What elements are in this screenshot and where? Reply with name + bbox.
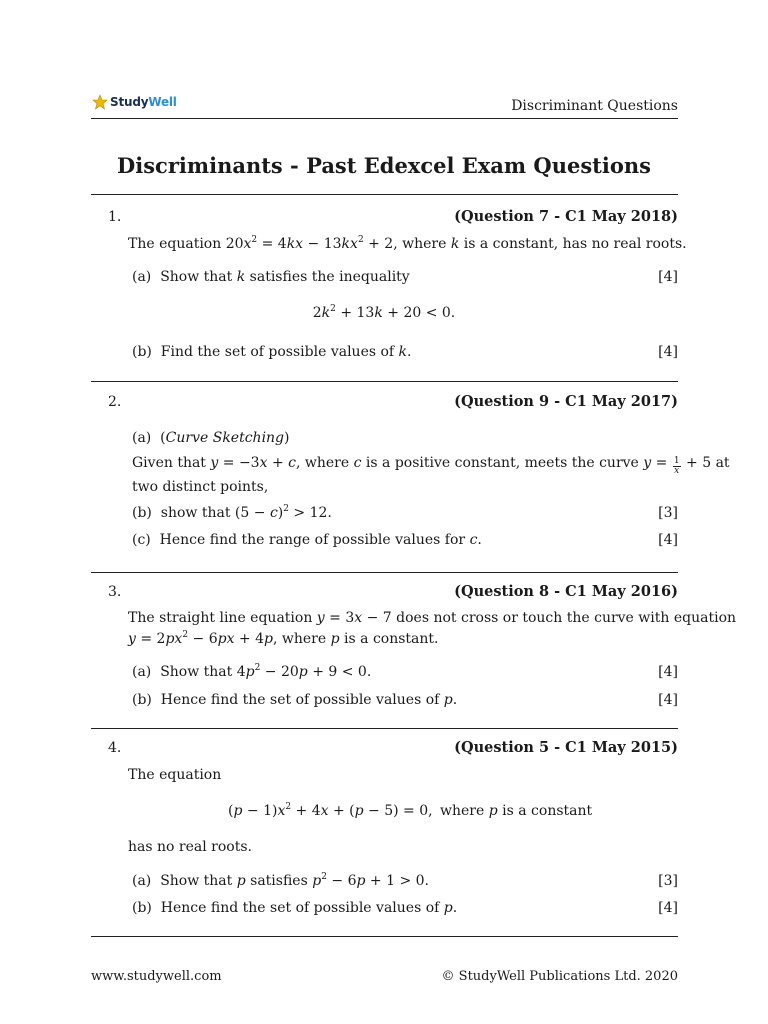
question-intro: The equation: [128, 767, 222, 783]
question-divider: [91, 572, 678, 573]
question-divider: [91, 381, 678, 382]
question-intro: The straight line equation y = 3x − 7 does not cross or touch the curve with equation: [128, 610, 737, 626]
header-rule: [91, 118, 678, 119]
question-source: (Question 8 - C1 May 2016): [454, 583, 678, 600]
star-icon: [92, 94, 108, 110]
question-after: has no real roots.: [128, 839, 252, 855]
part-a: (a) Show that k satisfies the inequality: [132, 269, 410, 285]
studywell-logo: [92, 94, 177, 110]
marks: [4]: [658, 900, 678, 916]
part-b: (b) Find the set of possible values of k.: [132, 344, 412, 360]
logo-text-well: Well: [148, 95, 177, 109]
part-a: (a) Show that p satisfies $p^2 - 6p + 1 > 0$.: [132, 872, 429, 889]
display-equation: $(p - 1)x^2 + 4x + (p - 5) = 0$,: [228, 802, 433, 819]
part-b: (b) show that $(5 - c)^2 > 12$.: [132, 504, 332, 521]
question-intro: The equation $20x^2 = 4kx - 13kx^2 + 2$, where k is a constant, has no real roots.: [128, 235, 687, 252]
question-source: (Question 5 - C1 May 2015): [454, 739, 678, 756]
question-divider: [91, 728, 678, 729]
part-b: (b) Hence find the set of possible values of p.: [132, 900, 458, 916]
header-topic: Discriminant Questions: [511, 98, 678, 114]
part-a: (a) (Curve Sketching): [132, 430, 290, 446]
question-number: 3.: [108, 584, 122, 600]
marks: [4]: [658, 692, 678, 708]
footer-website[interactable]: www.studywell.com: [91, 969, 222, 984]
question-intro-line2: $y = 2px^2 - 6px + 4p$, where p is a constant.: [128, 630, 439, 647]
marks: [4]: [658, 664, 678, 680]
display-inequality: $2k^2 + 13k + 20 < 0$.: [312, 304, 456, 321]
part-b: (b) Hence find the set of possible values of p.: [132, 692, 458, 708]
display-note: where p is a constant: [440, 803, 593, 819]
question-source: (Question 9 - C1 May 2017): [454, 393, 678, 410]
marks: [4]: [658, 532, 678, 548]
marks: [3]: [658, 505, 678, 521]
question-source: (Question 7 - C1 May 2018): [454, 208, 678, 225]
question-divider: [91, 936, 678, 937]
part-c: (c) Hence find the range of possible values for c.: [132, 532, 482, 548]
marks: [4]: [658, 269, 678, 285]
question-number: 1.: [108, 209, 122, 225]
footer-copyright: © StudyWell Publications Ltd. 2020: [441, 969, 678, 984]
question-number: 4.: [108, 740, 122, 756]
given-text-line2: two distinct points,: [132, 479, 269, 495]
marks: [3]: [658, 873, 678, 889]
title-rule: [91, 194, 678, 195]
part-a: (a) Show that $4p^2 - 20p + 9 < 0$.: [132, 663, 372, 680]
given-text: Given that y = −3x + c, where c is a positive constant, meets the curve y = $\frac{1}{x}$ + 5 at: [132, 455, 730, 476]
logo-text-study: Study: [110, 95, 149, 109]
marks: [4]: [658, 344, 678, 360]
question-number: 2.: [108, 394, 122, 410]
page-title: Discriminants - Past Edexcel Exam Questions: [117, 153, 651, 178]
